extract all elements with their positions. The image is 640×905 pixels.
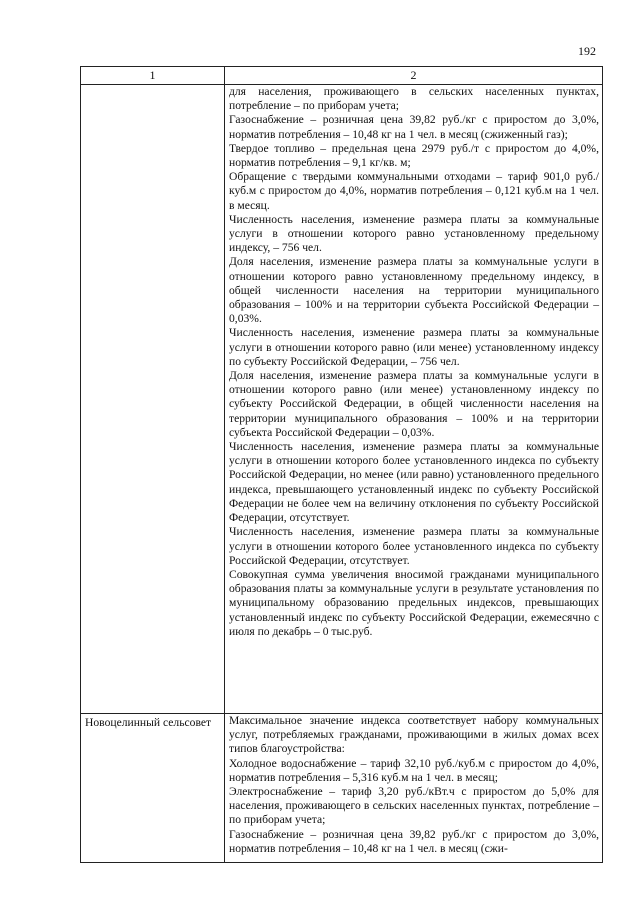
paragraph: Обращение с твердыми коммунальными отходами – тариф 901,0 руб./куб.м с приростом до 4,0%, норматив потребления – 0,121 куб.м на 1 чел. в месяц. (229, 170, 599, 212)
description-cell (225, 85, 603, 714)
column-header-2: 2 (225, 67, 603, 85)
paragraph: Численность населения, изменение размера платы за коммунальные услуги в отношении которого равно (или менее) установленному индексу по субъекту Российской Федерации, – 756 чел. (229, 326, 599, 368)
column-header-1: 1 (81, 67, 225, 85)
paragraph: для населения, проживающего в сельских населенных пунктах, потребление – по приборам учета; (229, 85, 599, 113)
table-row (81, 85, 603, 714)
paragraph: Твердое топливо – предельная цена 2979 руб./т с приростом до 4,0%, норматив потребления – 9,1 кг/кв. м; (229, 141, 599, 170)
page-number: 192 (578, 44, 596, 58)
paragraph: Холодное водоснабжение – тариф 32,10 руб./куб.м с приростом до 4,0%, норматив потребления – 5,316 куб.м на 1 чел. в месяц; (229, 756, 599, 784)
paragraph: Газоснабжение – розничная цена 39,82 руб./кг с приростом до 3,0%, норматив потребления – 10,48 кг на 1 чел. в месяц (сжи- (229, 827, 599, 855)
description-cell (225, 714, 603, 863)
paragraph: Доля населения, изменение размера платы за коммунальные услуги в отношении которого равно установленному предельному индексу, в общей численности населения на территории муниципального образования – 100% и на территории субъекта Российской Федерации – 0,03%. (229, 255, 599, 326)
paragraph: Численность населения, изменение размера платы за коммунальные услуги в отношении которого более установленного индекса по субъекту Российской Федерации, отсутствует. (229, 525, 599, 567)
paragraph: Численность населения, изменение размера платы за коммунальные услуги в отношении которого равно установленному предельному индексу, – 756 чел. (229, 212, 599, 255)
paragraph: Газоснабжение – розничная цена 39,82 руб./кг с приростом до 3,0%, норматив потребления – 10,48 кг на 1 чел. в месяц (сжиженный газ); (229, 113, 599, 141)
paragraph: Максимальное значение индекса соответствует набору коммунальных услуг, потребляемых гражданами, проживающими в жилых домах всех типов благоустройства: (229, 714, 599, 756)
tariff-table (80, 66, 603, 863)
paragraph: Электроснабжение – тариф 3,20 руб./кВт.ч с приростом до 5,0% для населения, проживающего в сельских населенных пунктах, потребление – по приборам учета; (229, 785, 599, 827)
municipality-name: Новоцелинный сельсовет (85, 716, 212, 729)
paragraph: Численность населения, изменение размера платы за коммунальные услуги в отношении которого более установленного индекса по субъекту Российской Федерации, но менее (или равно) установленного предельного индекса, превышающего установленный индекс по субъекту Российской Федерации не более чем на величину отклонения по субъекту Российской Федерации, отсутствует. (229, 440, 599, 525)
municipality-cell (81, 85, 225, 714)
table-row (81, 714, 603, 863)
paragraph: Совокупная сумма увеличения вносимой гражданами муниципального образования платы за коммунальные услуги в результате установления по муниципальному образованию предельных индексов, превышающих установленный индекс по субъекту Российской Федерации, ежемесячно с июля по декабрь – 0 тыс.руб. (229, 567, 599, 638)
table-header-row (81, 67, 603, 85)
municipality-name (81, 85, 224, 89)
paragraph: Доля населения, изменение размера платы за коммунальные услуги в отношении которого равно (или менее) установленному индексу по субъекту Российской Федерации, в общей численности населения на территории муниципального образования – 100% и на территории субъекта Российской Федерации – 0,03%. (229, 369, 599, 439)
municipality-cell (81, 714, 225, 863)
